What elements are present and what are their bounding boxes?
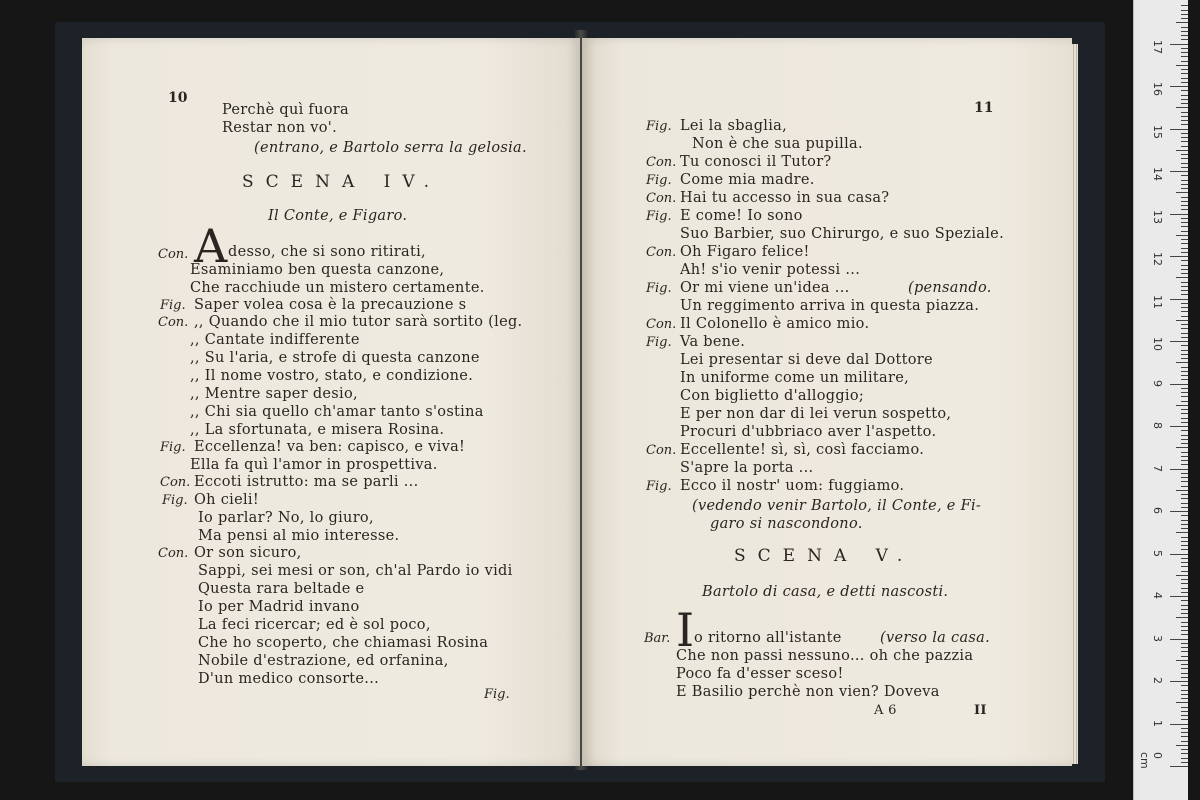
ruler-tick	[1170, 596, 1188, 597]
ruler-tick	[1181, 690, 1188, 691]
ruler-tick	[1181, 439, 1188, 440]
speaker-label: Con.	[646, 155, 677, 170]
ruler-tick	[1170, 341, 1188, 342]
verse-line: Come mia madre.	[680, 172, 815, 188]
ruler-tick	[1181, 269, 1188, 270]
verse-line: Che ho scoperto, che chiamasi Rosina	[198, 635, 489, 651]
ruler-tick	[1181, 231, 1188, 232]
ruler-tick	[1181, 201, 1188, 202]
ruler-tick	[1181, 31, 1188, 32]
ruler-tick	[1181, 5, 1188, 6]
drop-cap: I	[676, 603, 695, 657]
verse-line: In uniforme come un militare,	[680, 370, 909, 386]
ruler-tick	[1181, 286, 1188, 287]
ruler-tick	[1181, 520, 1188, 521]
verse-line: Questa rara beltade e	[198, 581, 365, 597]
speaker-label: Fig.	[160, 440, 186, 455]
ruler-tick	[1181, 141, 1188, 142]
speaker-label: Con.	[646, 245, 677, 260]
ruler-tick	[1181, 243, 1188, 244]
speaker-label: Con.	[158, 546, 189, 561]
ruler-tick	[1181, 99, 1188, 100]
ruler-label: 15	[1151, 124, 1164, 139]
ruler-tick	[1176, 362, 1188, 363]
verse-line: Oh Figaro felice!	[680, 244, 810, 260]
verse-line: Ah! s'io venir potessi ...	[680, 262, 861, 278]
verse-line: Ella fa quì l'amor in prospettiva.	[190, 457, 438, 473]
verse-line: ,, Chi sia quello ch'amar tanto s'ostina	[190, 404, 484, 420]
ruler-tick	[1170, 171, 1188, 172]
speaker-label: Con.	[160, 475, 191, 490]
ruler-label: 11	[1151, 294, 1164, 309]
verse-line: Esaminiamo ben questa canzone,	[190, 262, 445, 278]
ruler-tick	[1181, 753, 1188, 754]
ruler-tick	[1181, 209, 1188, 210]
verse-line: La feci ricercar; ed è sol poco,	[198, 617, 431, 633]
verse-line: Io parlar? No, lo giuro,	[198, 510, 374, 526]
ruler-tick	[1181, 95, 1188, 96]
verse-line: ,, Il nome vostro, stato, e condizione.	[190, 368, 474, 384]
speaker-label: Fig.	[646, 479, 672, 494]
ruler-tick	[1181, 498, 1188, 499]
ruler-tick	[1181, 354, 1188, 355]
ruler-tick	[1176, 532, 1188, 533]
ruler-tick	[1181, 435, 1188, 436]
ruler-tick	[1181, 333, 1188, 334]
ruler-tick	[1181, 10, 1188, 11]
ruler-tick	[1181, 719, 1188, 720]
ruler-tick	[1181, 486, 1188, 487]
right-page	[582, 38, 1072, 766]
ruler-tick	[1181, 515, 1188, 516]
ruler-tick	[1181, 337, 1188, 338]
verse-line: Oh cieli!	[194, 492, 259, 508]
ruler-tick	[1181, 413, 1188, 414]
signature-mark: A 6	[874, 703, 897, 718]
ruler-label: 8	[1151, 422, 1164, 429]
scene-heading: SCENA V.	[734, 546, 915, 566]
ruler-tick	[1181, 226, 1188, 227]
ruler-tick	[1181, 562, 1188, 563]
ruler-tick	[1176, 617, 1188, 618]
verse-line: ,, Su l'aria, e strofe di questa canzone	[190, 350, 480, 366]
ruler-tick	[1181, 571, 1188, 572]
ruler-tick	[1181, 503, 1188, 504]
speaker-label: Fig.	[646, 335, 672, 350]
ruler-tick	[1181, 137, 1188, 138]
ruler-tick	[1181, 218, 1188, 219]
verse-line: Io per Madrid invano	[198, 599, 360, 615]
ruler-tick	[1181, 481, 1188, 482]
page-number: 11	[974, 100, 994, 116]
verse-line: Con biglietto d'alloggio;	[680, 388, 865, 404]
ruler-tick	[1181, 358, 1188, 359]
speaker-label: Fig.	[646, 281, 672, 296]
ruler-tick	[1181, 456, 1188, 457]
ruler-tick	[1181, 452, 1188, 453]
ruler-tick	[1181, 507, 1188, 508]
ruler-tick	[1181, 69, 1188, 70]
ruler-tick	[1181, 290, 1188, 291]
ruler-tick	[1181, 749, 1188, 750]
ruler-tick	[1170, 426, 1188, 427]
speaker-label: Con.	[646, 191, 677, 206]
verse-line: desso, che si sono ritirati,	[228, 244, 426, 260]
ruler-tick	[1181, 345, 1188, 346]
ruler-tick	[1170, 511, 1188, 512]
ruler-tick	[1181, 647, 1188, 648]
characters-line: Il Conte, e Figaro.	[268, 208, 408, 224]
stage-direction: (vedendo venir Bartolo, il Conte, e Fi-	[692, 498, 982, 514]
ruler-tick	[1181, 685, 1188, 686]
scene-heading: SCENA IV.	[242, 172, 442, 192]
ruler-tick	[1181, 396, 1188, 397]
ruler-label: 16	[1151, 82, 1164, 96]
stage-direction: (entrano, e Bartolo serra la gelosia.	[254, 140, 527, 156]
verse-line: Non è che sua pupilla.	[692, 136, 863, 152]
ruler-tick	[1176, 65, 1188, 66]
ruler-tick	[1181, 656, 1188, 657]
ruler-tick	[1170, 44, 1188, 45]
verse-line: Sappi, sei mesi or son, ch'al Pardo io vidi	[198, 563, 513, 579]
ruler-tick	[1170, 639, 1188, 640]
ruler-tick	[1181, 422, 1188, 423]
ruler-tick	[1181, 163, 1188, 164]
speaker-label: Fig.	[646, 173, 672, 188]
ruler-tick	[1176, 405, 1188, 406]
ruler-tick	[1181, 677, 1188, 678]
ruler-tick	[1181, 477, 1188, 478]
ruler-tick	[1181, 549, 1188, 550]
catchword: Fig.	[484, 687, 510, 702]
ruler-tick	[1181, 634, 1188, 635]
ruler-tick	[1181, 307, 1188, 308]
ruler-tick	[1181, 188, 1188, 189]
ruler-tick	[1181, 303, 1188, 304]
ruler-tick	[1181, 124, 1188, 125]
ruler-tick	[1181, 18, 1188, 19]
ruler-tick	[1181, 375, 1188, 376]
ruler-tick	[1170, 86, 1188, 87]
ruler-tick	[1181, 732, 1188, 733]
ruler-tick	[1181, 460, 1188, 461]
ruler-tick	[1181, 541, 1188, 542]
speaker-label: Con.	[646, 443, 677, 458]
ruler-tick	[1170, 766, 1188, 767]
ruler-tick	[1181, 494, 1188, 495]
ruler-tick	[1181, 197, 1188, 198]
drop-cap: A	[194, 219, 228, 273]
ruler-tick	[1181, 158, 1188, 159]
verse-line: Or son sicuro,	[194, 545, 302, 561]
verse-line: Che non passi nessuno... oh che pazzia	[676, 648, 974, 664]
ruler-tick	[1176, 447, 1188, 448]
ruler-tick	[1181, 184, 1188, 185]
verse-line: ,, Cantate indifferente	[190, 332, 360, 348]
ruler-tick	[1176, 235, 1188, 236]
ruler-tick	[1181, 39, 1188, 40]
ruler-tick	[1181, 116, 1188, 117]
verse-line: Un reggimento arriva in questa piazza.	[680, 298, 980, 314]
ruler-tick	[1176, 277, 1188, 278]
ruler-tick	[1181, 622, 1188, 623]
ruler-tick	[1181, 762, 1188, 763]
verse-line: Il Colonello è amico mio.	[680, 316, 870, 332]
ruler-label: 9	[1151, 379, 1164, 387]
ruler-tick	[1181, 537, 1188, 538]
ruler-tick	[1181, 120, 1188, 121]
speaker-label: Con.	[158, 247, 189, 262]
verse-line: E come! Io sono	[680, 208, 803, 224]
verse-line: Hai tu accesso in sua casa?	[680, 190, 890, 206]
ruler-tick	[1181, 758, 1188, 759]
ruler-tick	[1176, 745, 1188, 746]
ruler-label: 17	[1151, 39, 1164, 54]
ruler-tick	[1181, 146, 1188, 147]
ruler-tick	[1176, 22, 1188, 23]
ruler-label: 5	[1151, 549, 1164, 557]
ruler-tick	[1176, 575, 1188, 576]
ruler-tick	[1181, 605, 1188, 606]
ruler-tick	[1181, 664, 1188, 665]
ruler-tick	[1170, 214, 1188, 215]
ruler-tick	[1181, 154, 1188, 155]
ruler-tick	[1181, 222, 1188, 223]
speaker-label: Con.	[158, 315, 189, 330]
verse-line: Tu conosci il Tutor?	[680, 154, 832, 170]
ruler-tick	[1181, 392, 1188, 393]
ruler-tick	[1170, 554, 1188, 555]
ruler-tick	[1181, 379, 1188, 380]
ruler-tick	[1181, 464, 1188, 465]
ruler-tick	[1181, 167, 1188, 168]
ruler-tick	[1181, 736, 1188, 737]
verse-line: Lei presentar si deve dal Dottore	[680, 352, 933, 368]
ruler-label: 14	[1151, 167, 1164, 181]
verse-line: Che racchiude un mistero certamente.	[190, 280, 485, 296]
verse-line: Ma pensi al mio interesse.	[198, 528, 400, 544]
ruler-tick	[1181, 27, 1188, 28]
ruler-tick	[1181, 367, 1188, 368]
ruler-tick	[1181, 418, 1188, 419]
verse-line: Restar non vo'.	[222, 120, 337, 136]
ruler-tick	[1181, 61, 1188, 62]
ruler-label: 10	[1151, 337, 1164, 351]
ruler-tick	[1181, 52, 1188, 53]
verse-line: Poco fa d'esser sceso!	[676, 666, 844, 682]
ruler-tick	[1181, 524, 1188, 525]
ruler-tick	[1170, 256, 1188, 257]
ruler-tick	[1181, 48, 1188, 49]
verse-line: Ecco il nostr' uom: fuggiamo.	[680, 478, 905, 494]
ruler-tick	[1181, 103, 1188, 104]
ruler-tick	[1181, 630, 1188, 631]
ruler-tick	[1181, 728, 1188, 729]
verse-line: ,, Mentre saper desio,	[190, 386, 358, 402]
ruler-unit-label: 0 cm	[1138, 752, 1164, 769]
stage-direction: (verso la casa.	[880, 630, 990, 646]
ruler-tick	[1181, 282, 1188, 283]
ruler-tick	[1170, 299, 1188, 300]
ruler-tick	[1181, 741, 1188, 742]
ruler-tick	[1181, 668, 1188, 669]
ruler-tick	[1181, 707, 1188, 708]
ruler-tick	[1181, 78, 1188, 79]
ruler-tick	[1181, 673, 1188, 674]
verse-line: ,, Quando che il mio tutor sarà sortito (leg.	[194, 314, 523, 330]
ruler-tick	[1181, 609, 1188, 610]
verse-line: o ritorno all'istante	[694, 630, 842, 646]
verse-line: ,, La sfortunata, e misera Rosina.	[190, 422, 445, 438]
ruler-tick	[1181, 558, 1188, 559]
ruler-tick	[1181, 180, 1188, 181]
ruler-tick	[1181, 175, 1188, 176]
ruler-tick	[1181, 316, 1188, 317]
ruler-tick	[1181, 626, 1188, 627]
ruler-tick	[1181, 388, 1188, 389]
ruler-tick	[1176, 107, 1188, 108]
ruler-label: 13	[1151, 209, 1164, 224]
ruler-tick	[1181, 409, 1188, 410]
verse-line: Perchè quì fuora	[222, 102, 349, 118]
verse-line: Nobile d'estrazione, ed orfanina,	[198, 653, 449, 669]
speaker-label: Fig.	[646, 119, 672, 134]
ruler-tick	[1170, 469, 1188, 470]
ruler-tick	[1181, 528, 1188, 529]
ruler-tick	[1181, 112, 1188, 113]
ruler-tick	[1181, 239, 1188, 240]
verse-line: Eccellente! sì, sì, così facciamo.	[680, 442, 925, 458]
ruler-tick	[1181, 90, 1188, 91]
speaker-label: Bar.	[644, 631, 671, 646]
verse-line: Suo Barbier, suo Chirurgo, e suo Speziale.	[680, 226, 1004, 242]
ruler-tick	[1181, 311, 1188, 312]
verse-line: Va bene.	[680, 334, 746, 350]
speaker-label: Fig.	[160, 298, 186, 313]
ruler-tick	[1176, 660, 1188, 661]
ruler-tick	[1181, 643, 1188, 644]
ruler-tick	[1181, 35, 1188, 36]
speaker-label: Fig.	[646, 209, 672, 224]
ruler-tick	[1181, 588, 1188, 589]
verse-line: Saper volea cosa è la precauzione s	[194, 297, 467, 313]
speaker-label: Fig.	[162, 493, 188, 508]
ruler-tick	[1181, 694, 1188, 695]
ruler-tick	[1176, 702, 1188, 703]
verse-line: S'apre la porta ...	[680, 460, 814, 476]
ruler-tick	[1170, 724, 1188, 725]
ruler-tick	[1181, 371, 1188, 372]
verse-line: E per non dar di lei verun sospetto,	[680, 406, 952, 422]
ruler-tick	[1181, 73, 1188, 74]
ruler-tick	[1181, 82, 1188, 83]
ruler-tick	[1181, 205, 1188, 206]
ruler-tick	[1170, 384, 1188, 385]
ruler-tick	[1181, 273, 1188, 274]
measuring-ruler	[1133, 0, 1188, 800]
ruler-tick	[1181, 698, 1188, 699]
ruler-tick	[1181, 328, 1188, 329]
ruler-tick	[1181, 14, 1188, 15]
speaker-label: Con.	[646, 317, 677, 332]
catchword: II	[974, 703, 987, 718]
verse-line: Or mi viene un'idea ...	[680, 280, 850, 296]
stage-direction: (pensando.	[908, 280, 992, 296]
verse-line: Eccellenza! va ben: capisco, e viva!	[194, 439, 466, 455]
verse-line: Eccoti istrutto: ma se parli ...	[194, 474, 419, 490]
ruler-tick	[1181, 443, 1188, 444]
ruler-tick	[1181, 579, 1188, 580]
ruler-label: 2	[1151, 677, 1164, 684]
ruler-label: 6	[1151, 507, 1164, 514]
ruler-tick	[1181, 711, 1188, 712]
ruler-tick	[1181, 715, 1188, 716]
ruler-tick	[1176, 320, 1188, 321]
ruler-tick	[1181, 265, 1188, 266]
ruler-label: 7	[1151, 464, 1164, 472]
ruler-tick	[1181, 651, 1188, 652]
ruler-tick	[1181, 473, 1188, 474]
ruler-tick	[1181, 324, 1188, 325]
ruler-tick	[1181, 294, 1188, 295]
ruler-tick	[1181, 583, 1188, 584]
stage-direction: garo si nascondono.	[710, 516, 863, 532]
ruler-tick	[1181, 430, 1188, 431]
ruler-tick	[1181, 566, 1188, 567]
ruler-tick	[1181, 56, 1188, 57]
ruler-tick	[1170, 129, 1188, 130]
ruler-tick	[1176, 192, 1188, 193]
ruler-tick	[1181, 545, 1188, 546]
page-number: 10	[168, 90, 188, 106]
ruler-tick	[1181, 401, 1188, 402]
ruler-label: 12	[1151, 252, 1164, 266]
ruler-tick	[1176, 490, 1188, 491]
verse-line: E Basilio perchè non vien? Doveva	[676, 684, 940, 700]
ruler-label: 3	[1151, 634, 1164, 642]
ruler-tick	[1181, 133, 1188, 134]
ruler-tick	[1181, 260, 1188, 261]
verse-line: Lei la sbaglia,	[680, 118, 788, 134]
verse-line: Procuri d'ubbriaco aver l'aspetto.	[680, 424, 937, 440]
ruler-tick	[1181, 613, 1188, 614]
left-page	[82, 38, 580, 766]
ruler-tick	[1176, 150, 1188, 151]
ruler-tick	[1181, 592, 1188, 593]
ruler-tick	[1181, 350, 1188, 351]
verse-line: D'un medico consorte...	[198, 671, 380, 687]
ruler-tick	[1170, 681, 1188, 682]
ruler-label: 4	[1151, 592, 1164, 599]
ruler-tick	[1181, 252, 1188, 253]
ruler-tick	[1181, 600, 1188, 601]
characters-line: Bartolo di casa, e detti nascosti.	[702, 584, 949, 600]
ruler-label: 1	[1151, 719, 1164, 727]
ruler-tick	[1181, 248, 1188, 249]
